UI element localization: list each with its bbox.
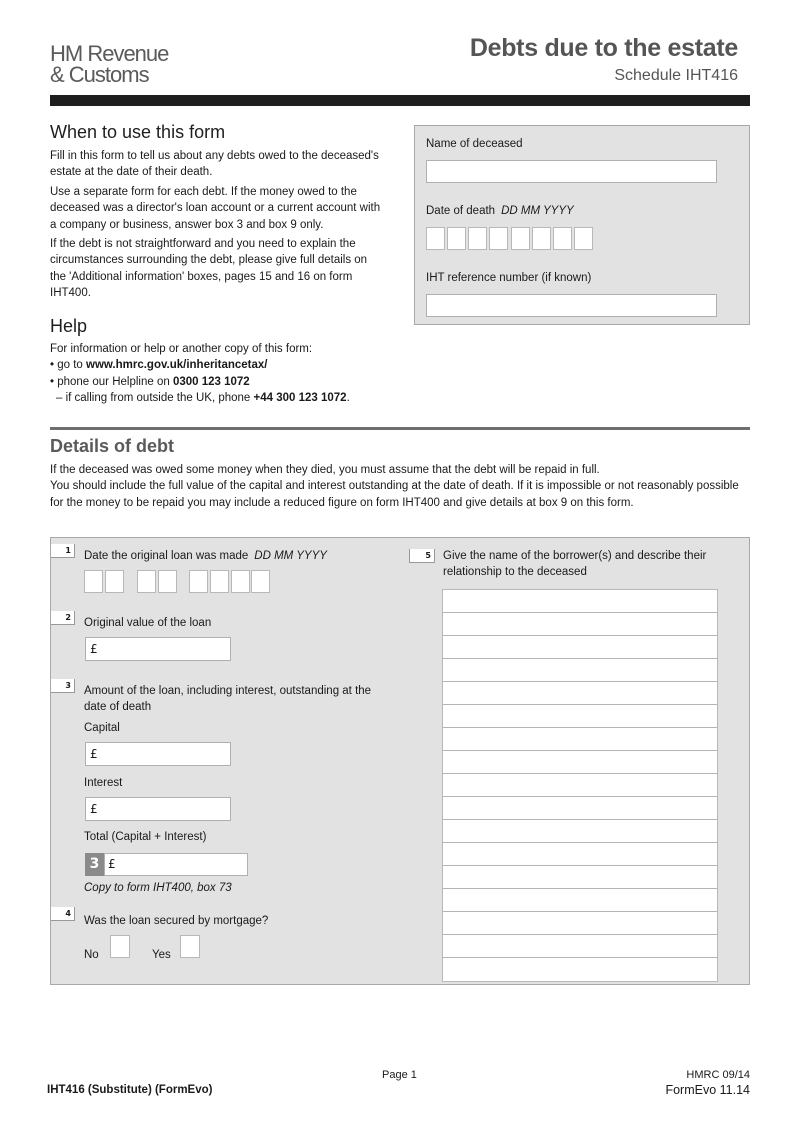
- help-text: [50, 341, 395, 407]
- capital-label: Capital: [84, 722, 120, 734]
- when-para-3: If the debt is not straightforward and you need to explain the circumstances surrounding the debt, please give full details on the 'Additional information' boxes, pages 15 and 16 on form IHT400.: [50, 238, 368, 300]
- box-number-4: 4: [51, 907, 75, 921]
- box-number-1: 1: [51, 544, 75, 558]
- when-para-2: Use a separate form for each debt. If the money owed to the deceased was a director's loan account or a current account with a company or business, answer box 3 and box 9 only.: [50, 185, 381, 231]
- mortgage-question: Was the loan secured by mortgage?: [84, 915, 269, 927]
- borrower-line[interactable]: [443, 820, 717, 843]
- help-heading: Help: [50, 316, 88, 336]
- interest-label: Interest: [84, 777, 123, 789]
- borrower-line[interactable]: [443, 866, 717, 889]
- borrower-line[interactable]: [443, 682, 717, 705]
- borrower-line[interactable]: [443, 705, 717, 728]
- when-para-1: Fill in this form to tell us about any debts owed to the deceased's estate at the date of their death.: [50, 150, 379, 179]
- logo-line-2: & Customs: [50, 62, 149, 87]
- borrower-line[interactable]: [443, 659, 717, 682]
- help-overseas-suffix: .: [346, 392, 350, 405]
- pound-sign: £: [90, 802, 98, 816]
- help-bullet-text: • phone our Helpline on: [50, 375, 173, 388]
- loan-date-digit-1[interactable]: [84, 570, 103, 593]
- header-divider: [50, 95, 750, 106]
- date-of-death-text: Date of death: [426, 205, 496, 217]
- help-overseas-text: – if calling from outside the UK, phone: [56, 392, 254, 405]
- form-version: HMRC 09/14: [686, 1069, 750, 1081]
- date-of-death-label: [426, 205, 574, 217]
- borrower-line[interactable]: [443, 751, 717, 774]
- borrower-line[interactable]: [443, 590, 717, 613]
- help-website-line: [50, 357, 395, 373]
- hmrc-logo: [50, 43, 168, 85]
- name-of-deceased-label: Name of deceased: [426, 138, 523, 150]
- date-format-hint: DD MM YYYY: [501, 205, 574, 217]
- loan-date-digit-2[interactable]: [105, 570, 124, 593]
- pound-sign: £: [90, 747, 98, 761]
- overseas-phone-number: +44 300 123 1072: [253, 392, 347, 405]
- borrower-line[interactable]: [443, 935, 717, 958]
- original-value-input[interactable]: [85, 637, 231, 661]
- borrower-line[interactable]: [443, 843, 717, 866]
- dod-digit-2[interactable]: [447, 227, 466, 250]
- borrower-line[interactable]: [443, 912, 717, 935]
- original-value-label: Original value of the loan: [84, 617, 212, 629]
- borrower-line[interactable]: [443, 636, 717, 659]
- help-phone-line: [50, 374, 395, 390]
- box-number-2: 2: [51, 611, 75, 625]
- dod-digit-6[interactable]: [532, 227, 551, 250]
- total-box-badge: 3: [85, 853, 104, 876]
- outstanding-amount-label: Amount of the loan, including interest, outstanding at the date of death: [84, 685, 372, 714]
- pound-sign: £: [90, 642, 98, 656]
- dod-digit-7[interactable]: [553, 227, 572, 250]
- borrower-line[interactable]: [443, 728, 717, 751]
- box-number-5: 5: [409, 549, 435, 563]
- copy-to-iht400-note: Copy to form IHT400, box 73: [84, 882, 232, 894]
- loan-date-digit-3[interactable]: [137, 570, 156, 593]
- help-overseas-line: [50, 390, 395, 406]
- iht-reference-input[interactable]: [426, 294, 717, 317]
- help-intro: For information or help or another copy of this form:: [50, 343, 313, 355]
- pound-sign: £: [108, 857, 116, 871]
- loan-date-label: Date the original loan was made: [84, 550, 249, 562]
- when-to-use-heading: When to use this form: [50, 122, 226, 142]
- box-number-3: 3: [51, 679, 75, 693]
- hmrc-website-link[interactable]: www.hmrc.gov.uk/inheritancetax/: [86, 359, 268, 372]
- borrower-line[interactable]: [443, 774, 717, 797]
- dod-digit-1[interactable]: [426, 227, 445, 250]
- dod-digit-3[interactable]: [468, 227, 487, 250]
- borrower-line[interactable]: [443, 797, 717, 820]
- borrower-details-textarea[interactable]: [442, 589, 718, 982]
- mortgage-no-checkbox[interactable]: [110, 935, 130, 958]
- no-label: No: [84, 949, 99, 961]
- loan-date-digit-4[interactable]: [158, 570, 177, 593]
- interest-input[interactable]: [85, 797, 231, 821]
- loan-date-digit-5[interactable]: [189, 570, 208, 593]
- yes-label: Yes: [152, 949, 171, 961]
- name-of-deceased-input[interactable]: [426, 160, 717, 183]
- form-identifier: IHT416 (Substitute) (FormEvo): [47, 1084, 213, 1096]
- details-of-debt-heading: Details of debt: [50, 436, 175, 456]
- logo-line-1: HM Revenue: [50, 41, 169, 66]
- borrower-line[interactable]: [443, 958, 717, 981]
- dod-digit-8[interactable]: [574, 227, 593, 250]
- total-input[interactable]: [104, 853, 248, 876]
- borrower-label: Give the name of the borrower(s) and describe their relationship to the deceased: [443, 550, 707, 579]
- box-1-label: [84, 548, 327, 564]
- date-format-hint: DD MM YYYY: [254, 550, 327, 562]
- when-to-use-text: [50, 148, 385, 305]
- help-bullet-text: • go to: [50, 359, 86, 372]
- total-label: Total (Capital + Interest): [84, 831, 207, 843]
- schedule-number: Schedule IHT416: [614, 67, 738, 84]
- page-number: Page 1: [382, 1069, 417, 1081]
- details-intro: [50, 462, 750, 511]
- formevo-version: FormEvo 11.14: [665, 1083, 750, 1097]
- details-intro-line-1: If the deceased was owed some money when they died, you must assume that the debt will be repaid in full.: [50, 464, 600, 476]
- mortgage-yes-checkbox[interactable]: [180, 935, 200, 958]
- dod-digit-5[interactable]: [511, 227, 530, 250]
- helpline-number: 0300 123 1072: [172, 375, 250, 388]
- loan-date-digit-8[interactable]: [251, 570, 270, 593]
- iht-reference-label: IHT reference number (if known): [426, 272, 592, 284]
- details-intro-line-2: You should include the full value of the capital and interest outstanding at the date of death. If it is impossible or not reasonably possible for the money to be repaid you may include a reduced figure on form IHT400 and give details at box 9 on this form.: [50, 480, 739, 509]
- borrower-line[interactable]: [443, 613, 717, 636]
- document-title: Debts due to the estate: [469, 34, 738, 62]
- section-divider: [50, 427, 750, 430]
- deceased-details-panel: [414, 125, 750, 325]
- dod-digit-4[interactable]: [489, 227, 508, 250]
- loan-date-digit-7[interactable]: [231, 570, 250, 593]
- debt-details-panel: [50, 537, 750, 985]
- loan-date-digit-6[interactable]: [210, 570, 229, 593]
- borrower-line[interactable]: [443, 889, 717, 912]
- capital-input[interactable]: [85, 742, 231, 766]
